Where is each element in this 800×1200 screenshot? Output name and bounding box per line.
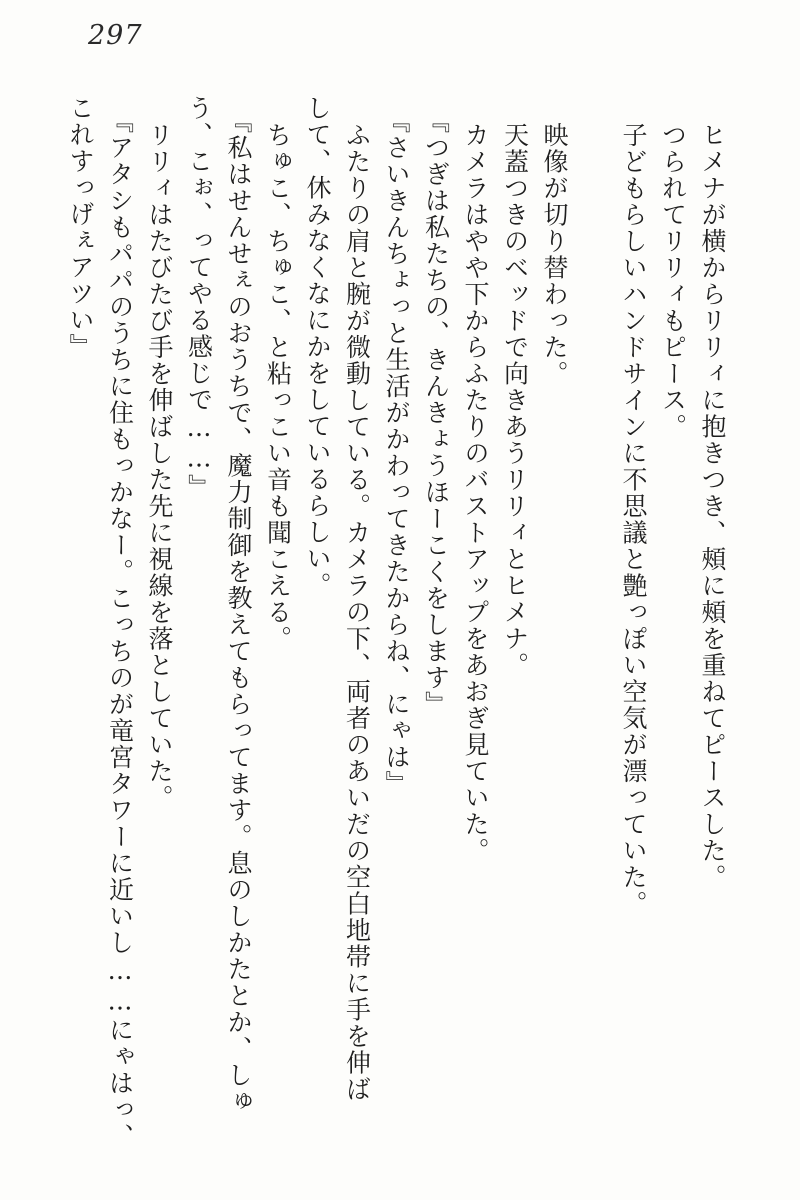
- text-line: カメラはやや下からふたりのバストアップをあおぎ見ていた。: [461, 121, 490, 864]
- text-line: 『つぎは私たちの、きんきょうほーこくをします』: [421, 108, 451, 718]
- text-line: これすっげぇアツい』: [66, 95, 95, 360]
- page-number: 297: [88, 20, 143, 51]
- blank-line: [574, 95, 614, 1165]
- text-line: 『私はせんせぇのおうちで、魔力制御を教えてもらってます。息のしかたとか、しゅ: [224, 108, 253, 1115]
- text-line: 天蓋つきのベッドで向きあうリリィとヒメナ。: [500, 121, 530, 678]
- text-line: 『アタシもパパのうちに住もっかなー。こっちのが竜宮タワーに近いし……にゃはっ、: [105, 108, 135, 1150]
- text-line: う、こぉ、ってやる感じで……』: [184, 95, 214, 501]
- text-line: 映像が切り替わった。: [540, 121, 569, 387]
- text-line: ちゅこ、ちゅこ、と粘っこい音も聞こえる。: [263, 121, 293, 652]
- text-line: 子どもらしいハンドサインに不思議と艶っぽい空気が漂っていた。: [619, 121, 648, 917]
- text-block: [61, 95, 733, 1165]
- text-line: リリィはたびたび手を伸ばした先に視線を落としていた。: [145, 121, 174, 811]
- text-line: つられてリリィもピース。: [658, 121, 688, 440]
- text-line: して、休みなくなにかをしているらしい。: [303, 95, 332, 599]
- text-line: ヒメナが横からリリィに抱きつき、頰に頰を重ねてピースした。: [698, 121, 727, 890]
- text-line: 『さいきんちょっと生活がかわってきたからね、にゃは』: [382, 108, 411, 797]
- text-line: ふたりの肩と腕が微動している。カメラの下、両者のあいだの空白地帯に手を伸ば: [342, 121, 372, 1102]
